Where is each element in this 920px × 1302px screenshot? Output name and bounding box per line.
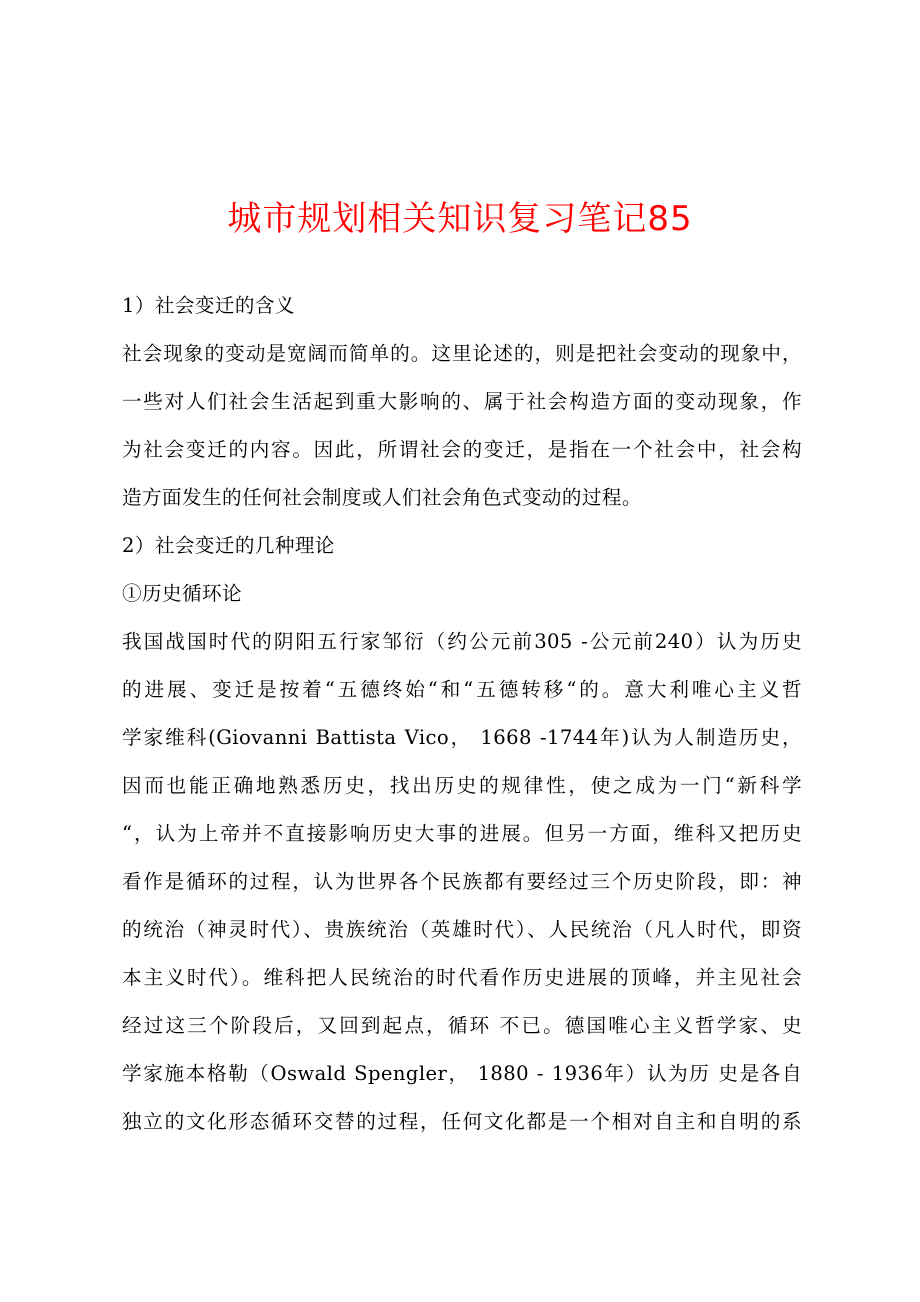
paragraph-line: 经过这三个阶段后，又回到起点，循环 不已。德国唯心主义哲学家、史 xyxy=(122,1014,802,1037)
paragraph-line: 看作是循环的过程，认为世界各个民族都有要经过三个历史阶段，即：神 xyxy=(122,870,802,893)
paragraph-line: 的进展、变迁是按着“五德终始“和“五德转移“的。意大利唯心主义哲 xyxy=(122,678,802,701)
section-heading-2: 2）社会变迁的几种理论 xyxy=(122,534,335,557)
document-title: 城市规划相关知识复习笔记85 xyxy=(227,199,693,239)
subsection-heading: ①历史循环论 xyxy=(122,582,242,605)
paragraph-line: 学家维科(Giovanni Battista Vico， 1668 -1744年)认为人制造历史， xyxy=(122,726,802,749)
paragraph-line: 社会现象的变动是宽阔而简单的。这里论述的，则是把社会变动的现象中， xyxy=(122,342,802,365)
document-body xyxy=(122,282,802,1146)
paragraph-line: 造方面发生的任何社会制度或人们社会角色式变动的过程。 xyxy=(122,486,642,509)
paragraph-line: 独立的文化形态循环交替的过程，任何文化都是一个相对自主和自明的系 xyxy=(122,1110,802,1133)
section-heading-1: 1）社会变迁的含义 xyxy=(122,294,295,317)
paragraph-line: 为社会变迁的内容。因此，所谓社会的变迁，是指在一个社会中，社会构 xyxy=(122,438,802,461)
paragraph-line: 我国战国时代的阴阳五行家邹衍（约公元前305 -公元前240）认为历史 xyxy=(122,630,802,653)
paragraph-line: 因而也能正确地熟悉历史，找出历史的规律性，使之成为一门“新科学 xyxy=(122,774,802,797)
paragraph-line: 一些对人们社会生活起到重大影响的、属于社会构造方面的变动现象，作 xyxy=(122,390,802,413)
paragraph-line: 学家施本格勒（Oswald Spengler， 1880 - 1936年）认为历 史是各自 xyxy=(122,1062,802,1085)
paragraph-line: “，认为上帝并不直接影响历史大事的进展。但另一方面，维科又把历史 xyxy=(122,822,802,845)
paragraph-line: 本主义时代）。维科把人民统治的时代看作历史进展的顶峰，并主见社会 xyxy=(122,966,802,989)
paragraph-line: 的统治（神灵时代）、贵族统治（英雄时代）、人民统治（凡人时代，即资 xyxy=(122,918,802,941)
